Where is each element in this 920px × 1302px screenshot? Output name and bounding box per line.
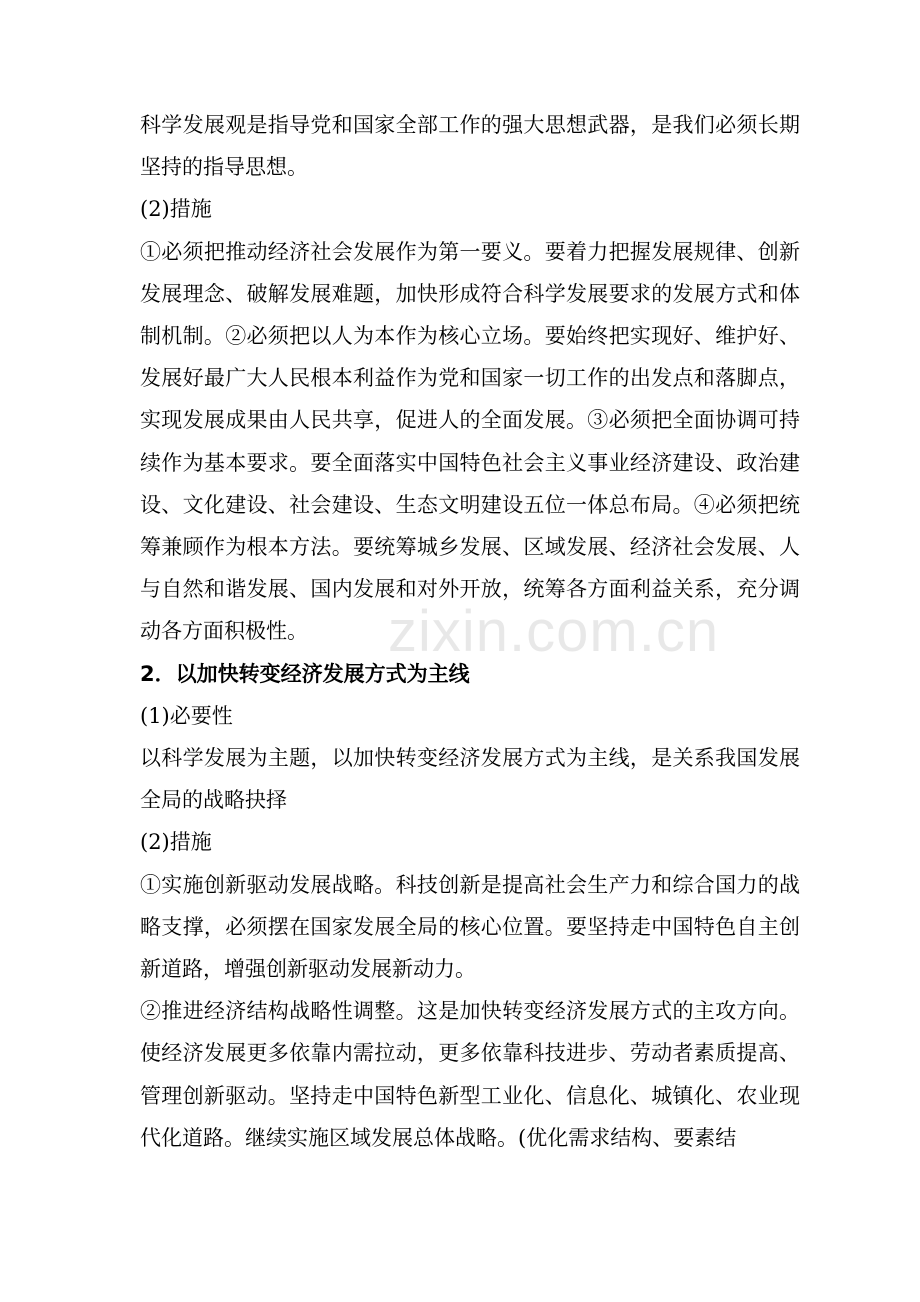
paragraph-subheading-measures-1: (2)措施 <box>140 197 212 222</box>
section-heading-2: 2．以加快转变经济发展方式为主线 <box>140 661 470 686</box>
watermark-text: zixin.com.cn <box>388 599 720 664</box>
paragraph-innovation-strategy: ①实施创新驱动发展战略。科技创新是提高社会生产力和综合国力的战略支撑，必须摆在国家发展全局的核心位置。要坚持走中国特色自主创新道路，增强创新驱动发展新动力。 <box>140 872 800 982</box>
paragraph-measures-list-1: ①必须把推动经济社会发展作为第一要义。要着力把握发展规律、创新发展理念、破解发展难题，加快形成符合科学发展要求的发展方式和体制机制。②必须把以人为本作为核心立场。要始终把实现好、维护好、发展好最广大人民根本利益作为党和国家一切工作的出发点和落脚点，实现发展成果由人民共享，促进人的全面发展。③必须把全面协调可持续作为基本要求。要全面落实中国特色社会主义事业经济建设、政治建设、文化建设、社会建设、生态文明建设五位一体总布局。④必须把统筹兼顾作为根本方法。要统筹城乡发展、区域发展、经济社会发展、人与自然和谐发展、国内发展和对外开放，统筹各方面利益关系，充分调动各方面积极性。 <box>140 239 800 644</box>
paragraph-structural-adjustment: ②推进经济结构战略性调整。这是加快转变经济发展方式的主攻方向。使经济发展更多依靠内需拉动，更多依靠科技进步、劳动者素质提高、管理创新驱动。坚持走中国特色新型工业化、信息化、城镇化、农业现代化道路。继续实施区域发展总体战略。(优化需求结构、要素结 <box>140 999 800 1150</box>
paragraph-subheading-necessity: (1)必要性 <box>140 703 233 728</box>
document-page <box>140 104 800 1159</box>
paragraph-subheading-measures-2: (2)措施 <box>140 830 212 855</box>
paragraph-intro-conclusion: 科学发展观是指导党和国家全部工作的强大思想武器，是我们必须长期坚持的指导思想。 <box>140 113 800 180</box>
paragraph-necessity-body: 以科学发展为主题，以加快转变经济发展方式为主线，是关系我国发展全局的战略抉择 <box>140 746 800 813</box>
